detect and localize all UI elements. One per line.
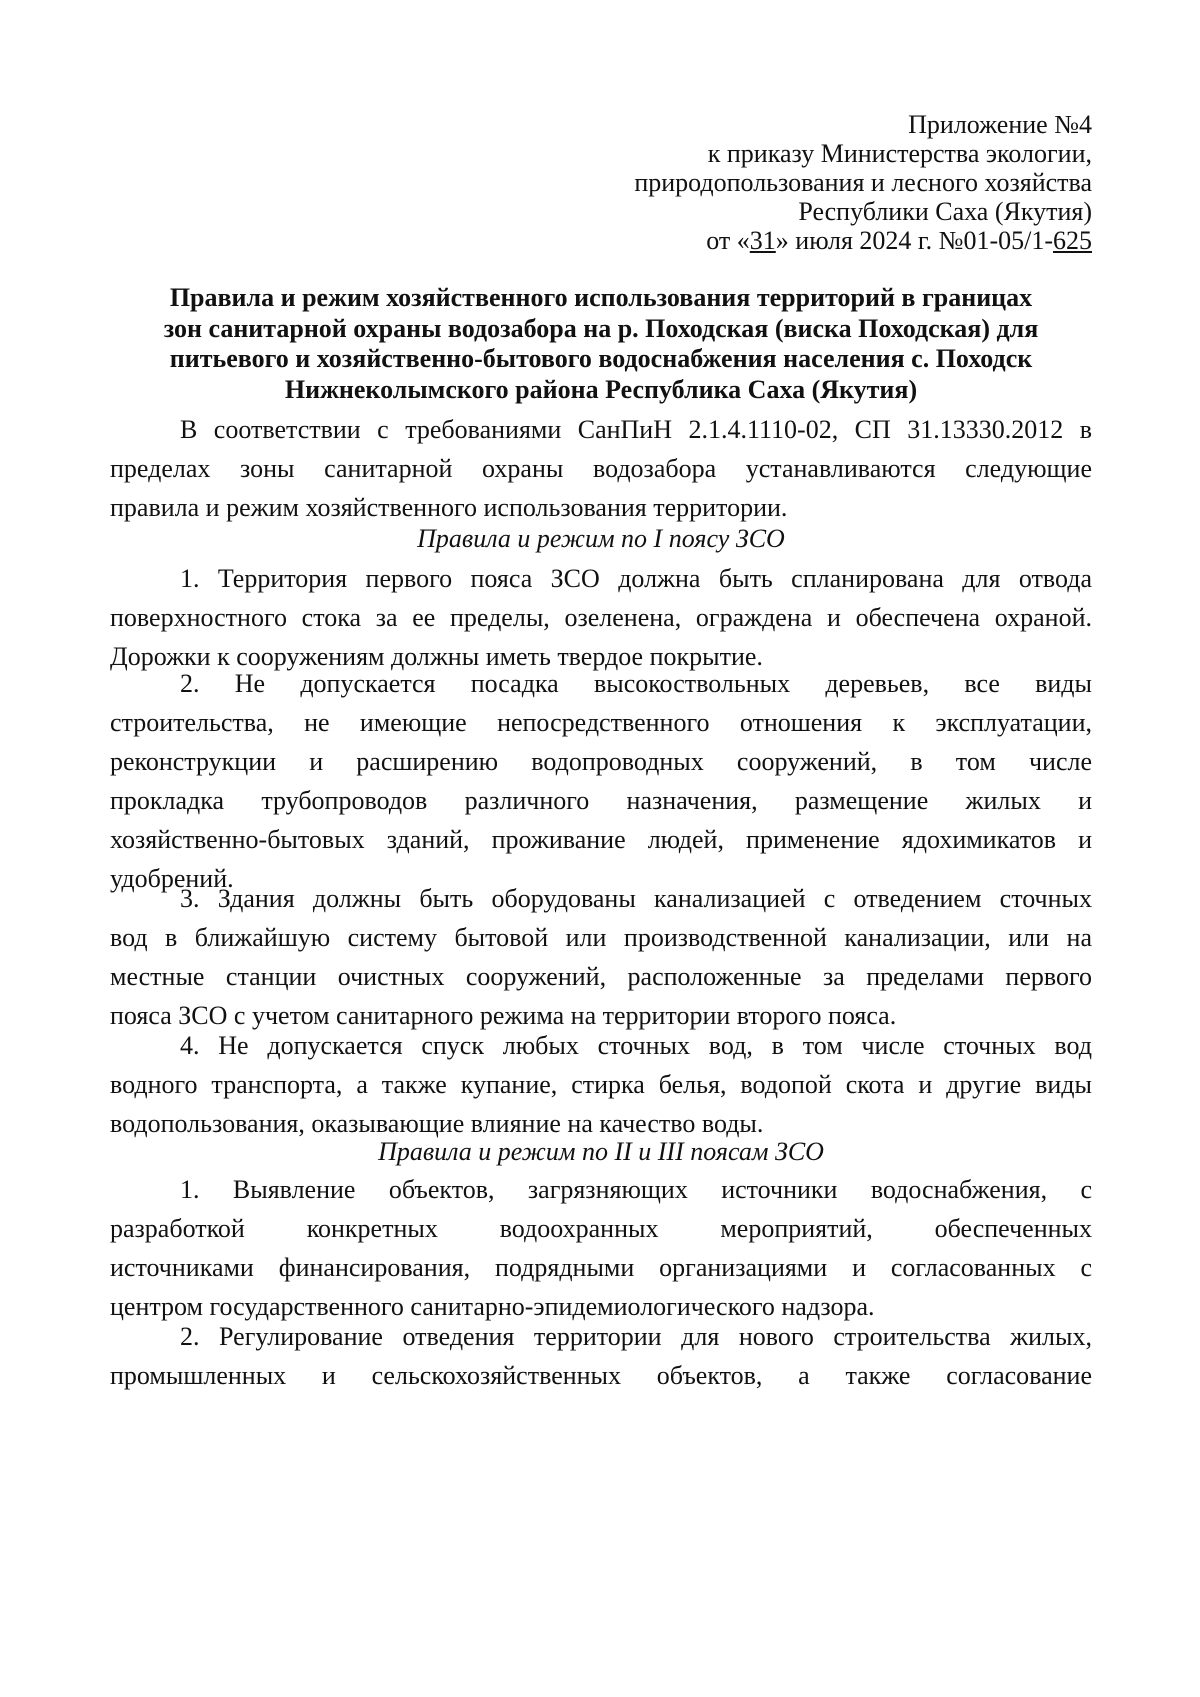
text-line: 1. Выявление объектов, загрязняющих источники водоснабжения, с [180,1175,1092,1204]
order-number: 625 [1053,226,1092,255]
appendix-label: Приложение №4 [908,110,1092,139]
republic-name-line: Республики Саха (Якутия) [798,197,1092,226]
section2-paragraph-2 [110,1317,1092,1395]
text-line: удобрений. [110,864,234,893]
document-title [110,283,1092,405]
title-line: питьевого и хозяйственно-бытового водоснабжения населения с. Походск [169,344,1033,373]
text-line: 4. Не допускается спуск любых сточных вод, в том числе сточных вод [180,1031,1092,1060]
text-line: поверхностного стока за ее пределы, озеленена, ограждена и обеспечена охраной. [110,603,1092,632]
text-line: строительства, не имеющие непосредственного отношения к эксплуатации, [110,708,1092,737]
section1-paragraph-2 [110,664,1092,898]
text-line: Дорожки к сооружениям должны иметь твердое покрытие. [110,642,763,671]
text-line: 3. Здания должны быть оборудованы канализацией с отведением сточных [180,884,1092,913]
section1-paragraph-1 [110,559,1092,676]
text-line: 1. Территория первого пояса ЗСО должна быть спланирована для отвода [180,564,1092,593]
text-line: 2. Не допускается посадка высокоствольных деревьев, все виды [180,669,1092,698]
title-line: Правила и режим хозяйственного использования территорий в границах [169,283,1033,312]
text-line: водопользования, оказывающие влияние на качество воды. [110,1109,764,1138]
text-line: разработкой конкретных водоохранных мероприятий, обеспеченных [110,1214,1092,1243]
ministry-name-line: природопользования и лесного хозяйства [634,168,1092,197]
intro-paragraph [110,410,1092,527]
text-line: прокладка трубопроводов различного назначения, размещение жилых и [110,786,1092,815]
title-line: зон санитарной охраны водозабора на р. Походская (виска Походская) для [163,313,1039,343]
text-line: местные станции очистных сооружений, расположенные за пределами первого [110,962,1092,991]
section2-paragraph-1 [110,1170,1092,1326]
text-line: пределах зоны санитарной охраны водозабора устанавливаются следующие [110,454,1092,483]
text-line: водного транспорта, а также купание, стирка белья, водопой скота и другие виды [110,1070,1092,1099]
text-line: пояса ЗСО с учетом санитарного режима на территории второго пояса. [110,1001,897,1030]
appendix-header [634,110,1092,255]
date-day: 31 [749,226,776,255]
title-line: Нижнеколымского района Республика Саха (Якутия) [284,374,918,404]
text-line: 2. Регулирование отведения территории для нового строительства жилых, [180,1322,1092,1351]
text-line: реконструкции и расширению водопроводных сооружений, в том числе [110,747,1092,776]
text-line: правила и режим хозяйственного использования территории. [110,493,788,522]
text-line: вод в ближайшую систему бытовой или производственной канализации, или на [110,923,1092,952]
date-middle: » июля 2024 г. №01-05/1- [775,226,1053,255]
text-line: промышленных и сельскохозяйственных объектов, а также согласование [110,1361,1092,1390]
text-line: центром государственного санитарно-эпидемиологического надзора. [110,1292,875,1321]
order-date-number-line [634,226,1092,255]
text-line: источниками финансирования, подрядными организациями и согласованных с [110,1253,1092,1282]
order-reference-line: к приказу Министерства экологии, [707,139,1092,168]
section-heading-zone-1: Правила и режим по I поясу ЗСО [417,524,785,553]
date-prefix: от « [706,226,750,255]
section-heading-zones-2-3: Правила и режим по II и III поясам ЗСО [378,1137,824,1166]
section1-paragraph-4 [110,1026,1092,1143]
section1-paragraph-3 [110,879,1092,1035]
text-line: В соответствии с требованиями СанПиН 2.1.4.1110-02, СП 31.13330.2012 в [180,415,1092,444]
text-line: хозяйственно-бытовых зданий, проживание людей, применение ядохимикатов и [110,825,1092,854]
